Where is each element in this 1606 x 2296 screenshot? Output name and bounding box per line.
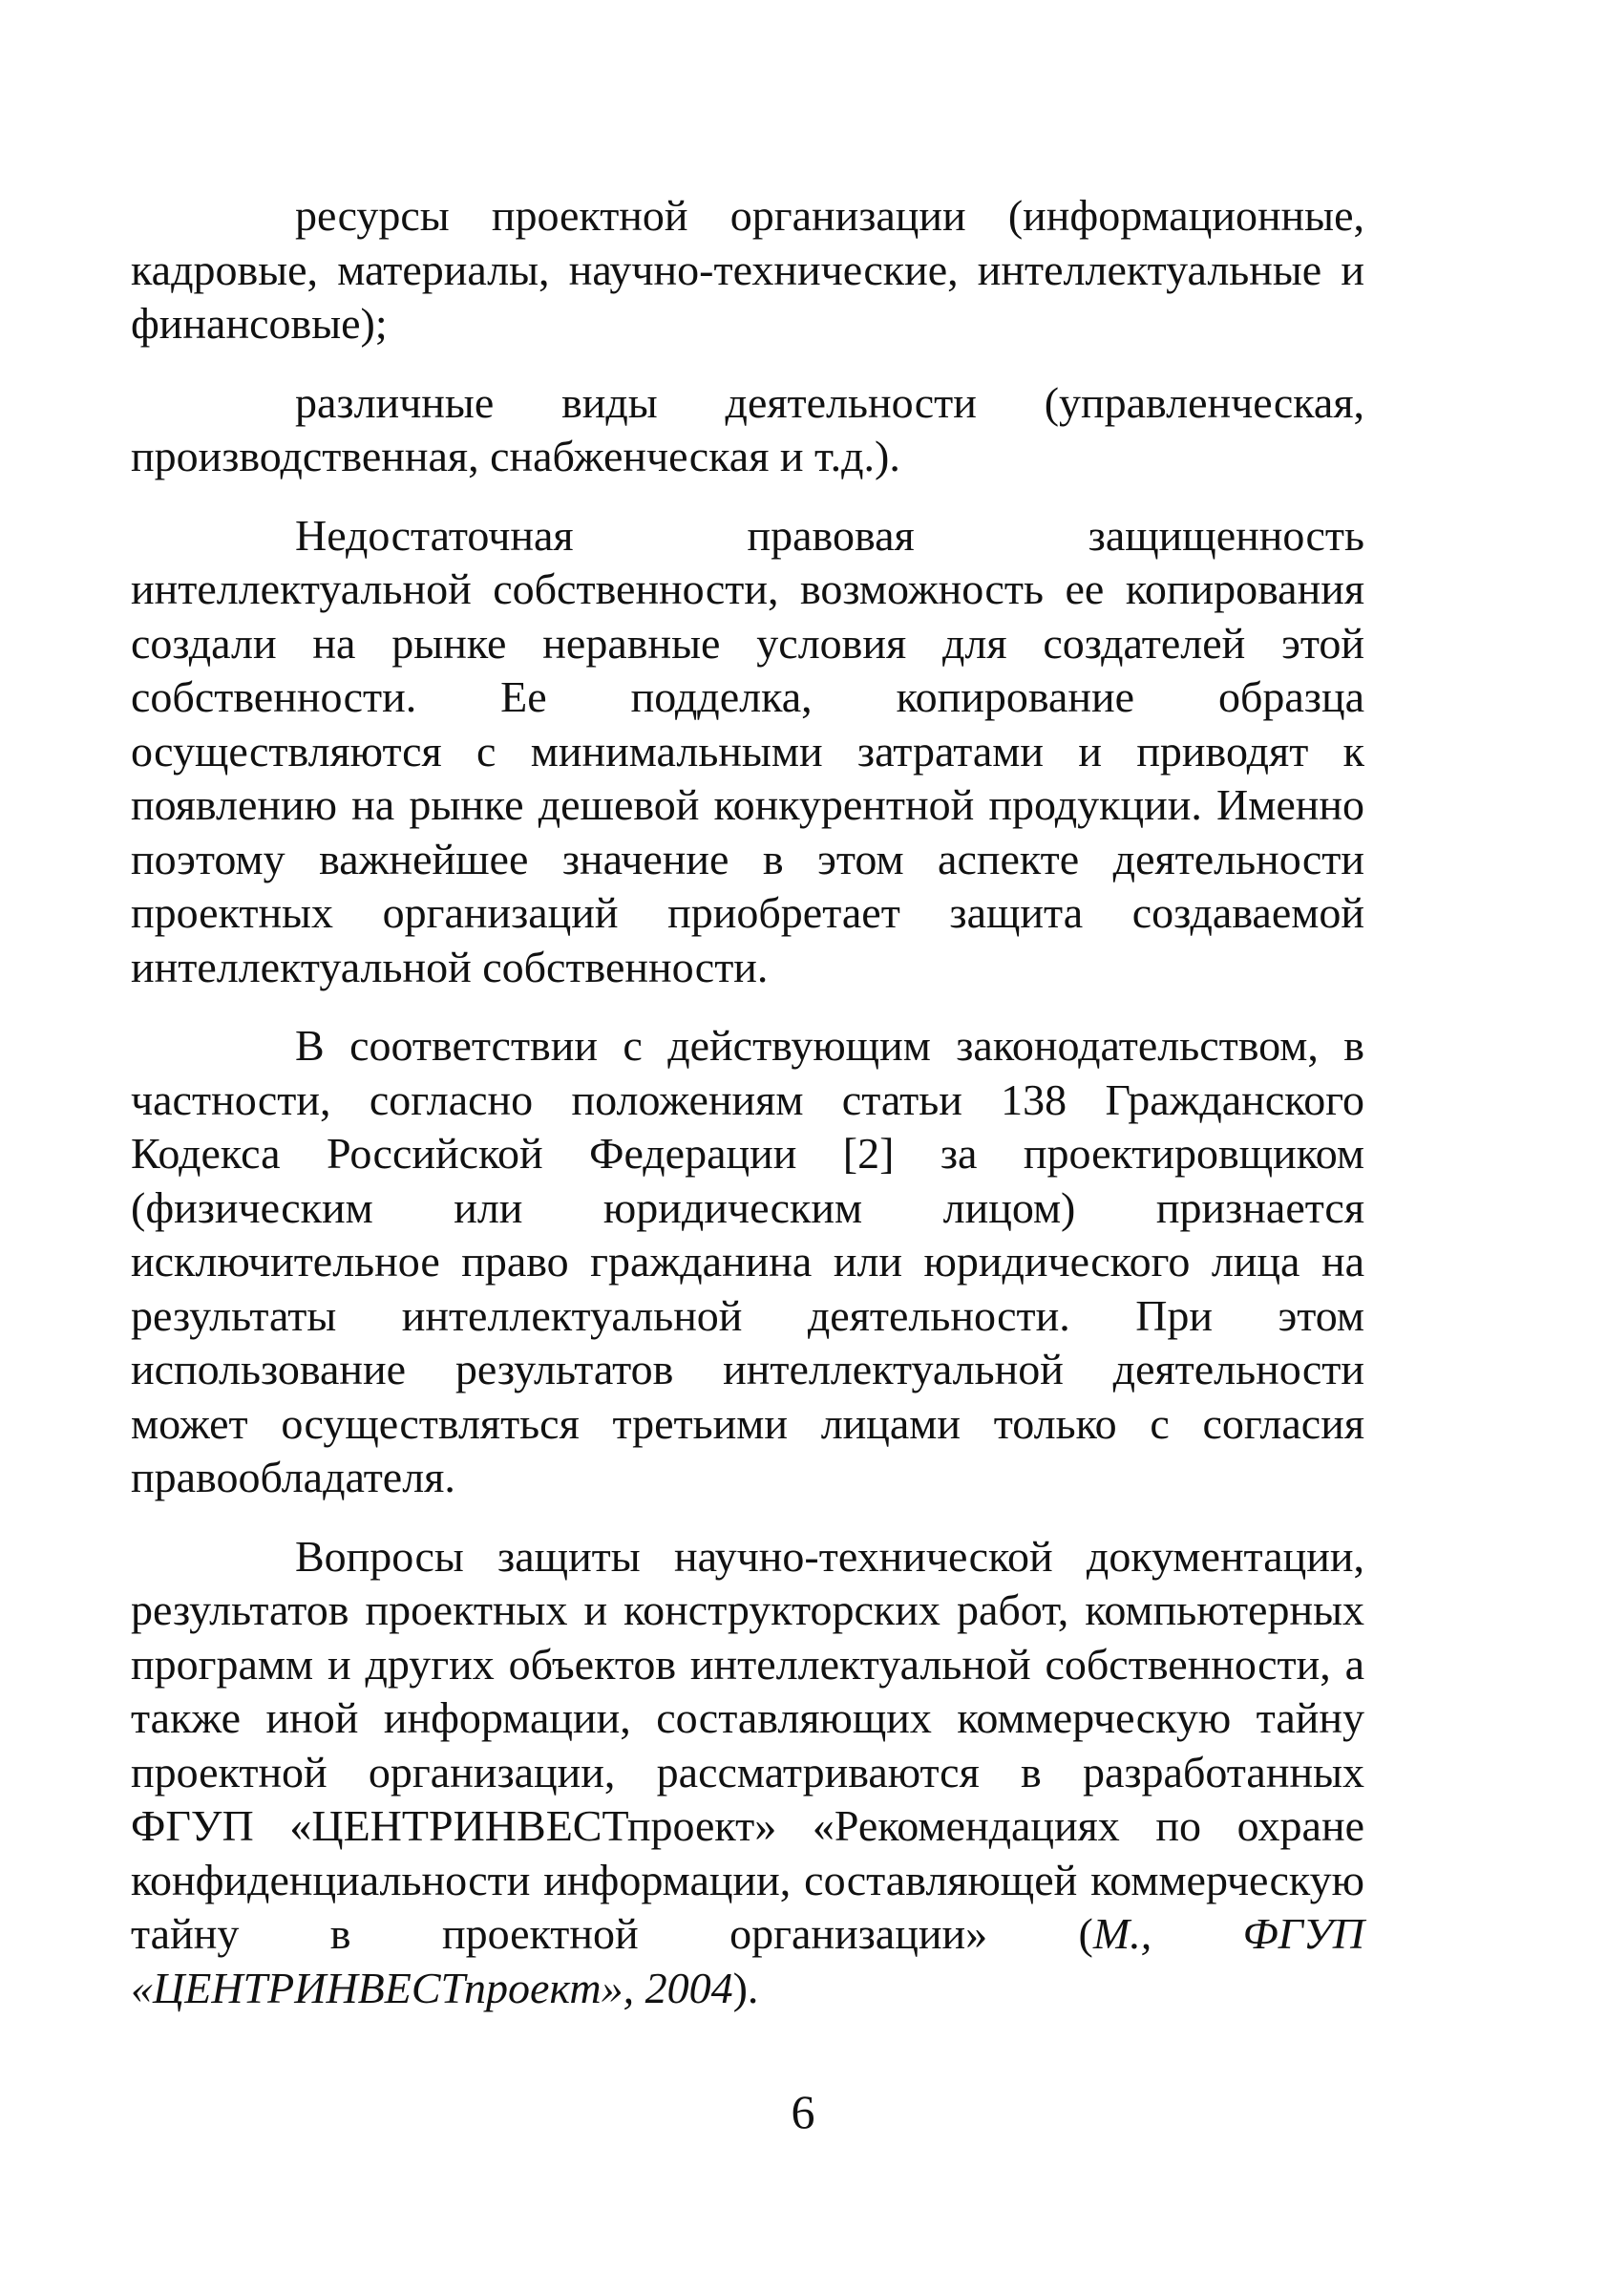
page-number: 6 — [791, 2085, 815, 2138]
paragraph-legal-protection: Недостаточная правовая защищенность интеллектуальной собственности, возможность ее копирования создали на рынке неравные условия для создателей этой собственности. Ее подделка, копирование образца осуществляются с минимальными затратами и приводят к появлению на рынке дешевой конкурентной продукции. Именно поэтому важнейшее значение в этом аспекте деятельности проектных организаций приобретает защита создаваемой интеллектуальной собственности. — [131, 510, 1364, 991]
paragraph-recommendations — [131, 1530, 1364, 2016]
citation-closing: ). — [732, 1963, 759, 2012]
body-text — [131, 189, 1364, 2015]
paragraph-resources: ресурсы проектной организации (информационные, кадровые, материалы, научно-технические, интеллектуальные и финансовые); — [131, 191, 1364, 348]
citation-reference: М., ФГУП «ЦЕНТРИНВЕСТпроект», 2004 — [131, 1909, 1364, 2012]
paragraph-activities: различные виды деятельности (управленческая, производственная, снабженческая и т.д.). — [131, 377, 1364, 480]
paragraph-recommendations-text: Вопросы защиты научно-технической документации, результатов проектных и конструкторских работ, компьютерных программ и других объектов интеллектуальной собственности, а также иной информации, составляющих коммерческую тайну проектной организации, рассматриваются в разработанных ФГУП «ЦЕНТРИНВЕСТпроект» «Рекомендациях по охране конфиденциальности информации, составляющей коммерческую тайну в проектной организации» ( — [131, 1531, 1364, 1958]
paragraph-civil-code: В соответствии с действующим законодательством, в частности, согласно положениям статьи 138 Гражданского Кодекса Российской Федерации [2] за проектировщиком (физическим или юридическим лицом) признается исключительное право гражданина или юридического лица на результаты интеллектуальной деятельности. При этом использование результатов интеллектуальной деятельности может осуществляться третьими лицами только с согласия правообладателя. — [131, 1021, 1364, 1501]
